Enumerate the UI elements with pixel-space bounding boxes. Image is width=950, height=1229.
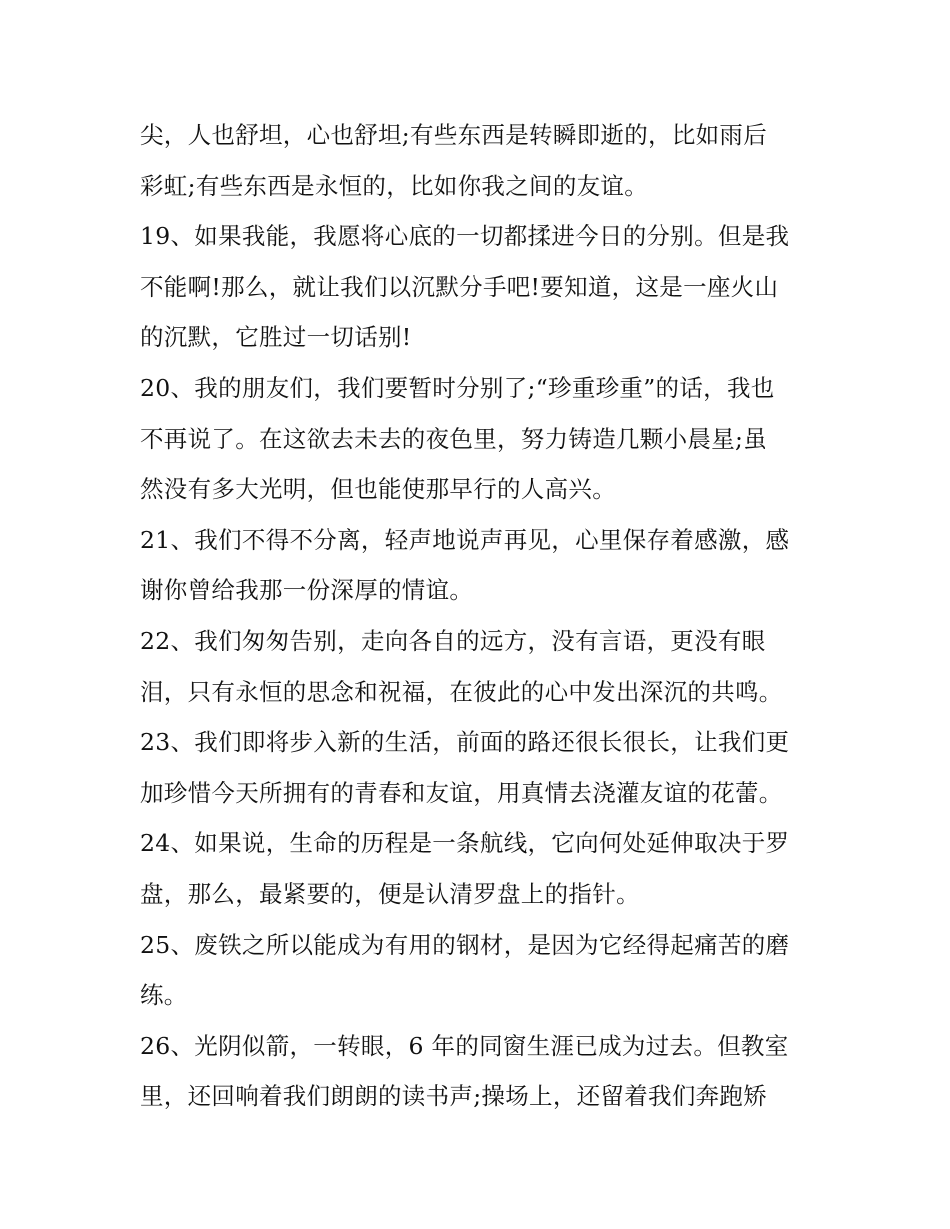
text-line: 盘，那么，最紧要的，便是认清罗盘上的指针。 <box>140 879 640 908</box>
text-line: 26、光阴似箭，一转眼，6 年的同窗生涯已成为过去。但教室 <box>140 1031 789 1060</box>
text-line: 彩虹;有些东西是永恒的，比如你我之间的友谊。 <box>140 171 649 200</box>
text-line: 加珍惜今天所拥有的青春和友谊，用真情去浇灌友谊的花蕾。 <box>140 778 783 807</box>
text-line: 里，还回响着我们朗朗的读书声;操场上，还留着我们奔跑矫 <box>140 1082 768 1111</box>
text-line: 练。 <box>140 981 188 1010</box>
text-line: 22、我们匆匆告别，走向各自的远方，没有言语，更没有眼 <box>140 626 766 655</box>
text-line: 泪，只有永恒的思念和祝福，在彼此的心中发出深沉的共鸣。 <box>140 677 783 706</box>
text-line: 23、我们即将步入新的生活，前面的路还很长很长，让我们更 <box>140 728 790 757</box>
text-line: 21、我们不得不分离，轻声地说声再见，心里保存着感激，感 <box>140 525 790 554</box>
text-line: 19、如果我能，我愿将心底的一切都揉进今日的分别。但是我 <box>140 222 790 251</box>
text-line: 的沉默，它胜过一切话别! <box>140 323 412 352</box>
text-line: 24、如果说，生命的历程是一条航线，它向何处延伸取决于罗 <box>140 829 790 858</box>
text-line: 不能啊!那么，就让我们以沉默分手吧!要知道，这是一座火山 <box>140 272 779 301</box>
text-line: 20、我的朋友们，我们要暂时分别了;“珍重珍重”的话，我也 <box>140 373 775 402</box>
text-line: 然没有多大光明，但也能使那早行的人高兴。 <box>140 475 616 504</box>
text-line: 不再说了。在这欲去未去的夜色里，努力铸造几颗小晨星;虽 <box>140 424 768 453</box>
text-line: 尖，人也舒坦，心也舒坦;有些东西是转瞬即逝的，比如雨后 <box>140 121 768 149</box>
text-line: 25、废铁之所以能成为有用的钢材，是因为它经得起痛苦的磨 <box>140 930 790 959</box>
document-body <box>140 110 830 1122</box>
text-line: 谢你曾给我那一份深厚的情谊。 <box>140 576 474 605</box>
